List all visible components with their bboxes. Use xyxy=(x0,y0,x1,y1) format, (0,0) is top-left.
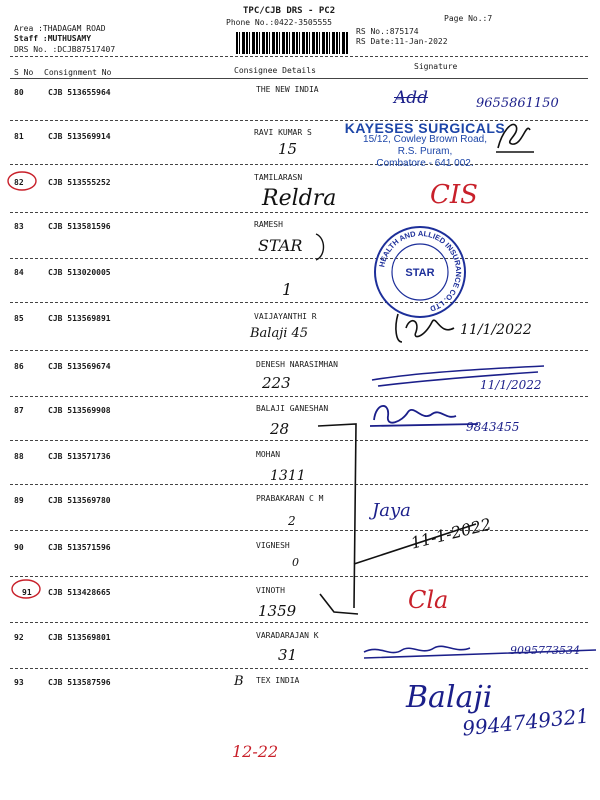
row-divider xyxy=(10,396,588,397)
rs-date: RS Date:11-Jan-2022 xyxy=(356,37,448,46)
row-consignee: BALAJI GANESHAN xyxy=(256,404,329,413)
row-divider xyxy=(10,622,588,623)
row-sno: 84 xyxy=(14,268,24,277)
row-consignment: CJB 513655964 xyxy=(48,88,111,97)
hw-num-88: 1311 xyxy=(270,468,306,484)
hw-num-86: 223 xyxy=(262,374,291,392)
staff-name: MUTHUSAMY xyxy=(47,34,92,43)
row-consignment: CJB 513569801 xyxy=(48,633,111,642)
row-sno: 85 xyxy=(14,314,24,323)
hw-phone-93: 9944749321 xyxy=(461,703,591,741)
hw-num-91: 1359 xyxy=(258,602,297,620)
row-consignee: VIGNESH xyxy=(256,541,290,550)
row-sno: 88 xyxy=(14,452,24,461)
page-number: Page No.:7 xyxy=(444,14,493,23)
hw-signature-93: Balaji xyxy=(406,680,493,715)
staff-row xyxy=(14,34,91,43)
col-sno: S No xyxy=(14,68,34,77)
hw-signature-81 xyxy=(492,112,536,156)
row-sno: 82 xyxy=(14,178,24,187)
hw-phone-80: 9655861150 xyxy=(476,96,559,111)
hw-mark-84: 1 xyxy=(282,280,293,299)
row-consignment: CJB 513569908 xyxy=(48,406,111,415)
header-divider-bottom xyxy=(10,78,588,79)
col-consignee: Consignee Details xyxy=(234,66,316,75)
row-consignment: CJB 513569914 xyxy=(48,132,111,141)
drs-number: DRS No. :DCJB87517407 xyxy=(14,45,116,54)
row-consignee: TAMILARASN xyxy=(254,173,303,182)
row-consignment: CJB 513569674 xyxy=(48,362,111,371)
hw-signature-89: Jaya xyxy=(372,500,411,521)
row-consignee: VINOTH xyxy=(256,586,285,595)
row-consignee: THE NEW INDIA xyxy=(256,85,319,94)
row-divider xyxy=(10,440,588,441)
hw-mark-90: 0 xyxy=(292,556,299,569)
hw-bracket-83 xyxy=(314,232,328,262)
barcode xyxy=(236,32,348,54)
row-divider xyxy=(10,302,588,303)
row-consignee: MOHAN xyxy=(256,450,281,459)
row-consignment: CJB 513581596 xyxy=(48,222,111,231)
hw-mark-91: Cla xyxy=(408,586,449,614)
row-consignment: CJB 513428665 xyxy=(48,588,111,597)
col-consignment: Consignment No xyxy=(44,68,112,77)
stamp-line1: 15/12, Cowley Brown Road, xyxy=(363,134,487,145)
hw-phone-87: 9843455 xyxy=(466,420,520,434)
row-consignee: TEX INDIA xyxy=(256,676,300,685)
red-circle-mark xyxy=(10,578,44,600)
hw-date-90: 11-1-2022 xyxy=(408,514,494,553)
red-circle-mark xyxy=(6,170,40,192)
row-consignment: CJB 513587596 xyxy=(48,678,111,687)
hw-num-92: 31 xyxy=(278,646,298,664)
seal-ring-text: HEALTH AND ALLIED INSURANCE CO. LTD xyxy=(377,228,464,314)
hw-num-87: 28 xyxy=(270,420,290,438)
row-consignee: RAVI KUMAR S xyxy=(254,128,312,137)
hw-signature-85 xyxy=(392,308,462,348)
row-divider xyxy=(10,350,588,351)
hw-bottom-date: 12-22 xyxy=(232,742,279,761)
row-sno: 81 xyxy=(14,132,24,141)
row-consignee: VAIJAYANTHI R xyxy=(254,312,317,321)
row-sno: 83 xyxy=(14,222,24,231)
row-consignee: DENESH NARASIMHAN xyxy=(256,360,338,369)
hw-mark-89: 2 xyxy=(288,514,296,528)
rs-number: RS No.:875174 xyxy=(356,27,419,36)
hw-name-83: STAR xyxy=(258,236,303,255)
hw-mark-82: CIS xyxy=(430,180,478,210)
hw-signature-80: Add xyxy=(394,88,429,108)
staff-label: Staff : xyxy=(14,34,48,43)
row-divider xyxy=(10,530,588,531)
hw-date-85: 11/1/2022 xyxy=(460,322,532,338)
hw-date-86: 11/1/2022 xyxy=(480,378,542,392)
row-consignment: CJB 513569780 xyxy=(48,496,111,505)
row-sno: 92 xyxy=(14,633,24,642)
row-consignee: RAMESH xyxy=(254,220,283,229)
company-stamp xyxy=(340,122,510,170)
hw-phone-92: 9095773534 xyxy=(510,644,580,657)
header-divider-top xyxy=(10,56,588,57)
seal-center-text: STAR xyxy=(405,267,435,279)
row-sno: 91 xyxy=(22,588,32,597)
row-divider xyxy=(10,668,588,669)
phone-number: Phone No.:0422-3505555 xyxy=(226,18,332,27)
row-sno: 89 xyxy=(14,496,24,505)
row-sno: 87 xyxy=(14,406,24,415)
row-divider xyxy=(10,212,588,213)
row-consignment: CJB 513571596 xyxy=(48,543,111,552)
hw-num-81: 15 xyxy=(278,140,298,158)
hw-name-82: Reldra xyxy=(262,186,337,211)
report-title: TPC/CJB DRS - PC2 xyxy=(243,6,336,16)
row-divider xyxy=(10,484,588,485)
row-consignment: CJB 513571736 xyxy=(48,452,111,461)
row-consignee: PRABAKARAN C M xyxy=(256,494,324,503)
stamp-line2: R.S. Puram, xyxy=(397,146,453,157)
row-sno: 93 xyxy=(14,678,24,687)
row-consignment: CJB 513020005 xyxy=(48,268,111,277)
stamp-line3: Combatore - 641 002. xyxy=(376,158,474,169)
stamp-name: KAYESES SURGICALS xyxy=(344,120,506,136)
hw-name-85: Balaji 45 xyxy=(250,326,309,341)
row-consignment: CJB 513555252 xyxy=(48,178,111,187)
insurance-seal xyxy=(372,224,468,320)
row-consignment: CJB 513569891 xyxy=(48,314,111,323)
area-label: Area :THADAGAM ROAD xyxy=(14,24,106,33)
row-sno: 90 xyxy=(14,543,24,552)
row-consignee: VARADARAJAN K xyxy=(256,631,319,640)
hw-mark-93: B xyxy=(234,674,244,689)
row-sno: 80 xyxy=(14,88,24,97)
col-signature: Signature xyxy=(414,62,458,71)
row-divider xyxy=(10,576,588,577)
row-divider xyxy=(10,258,588,259)
row-sno: 86 xyxy=(14,362,24,371)
